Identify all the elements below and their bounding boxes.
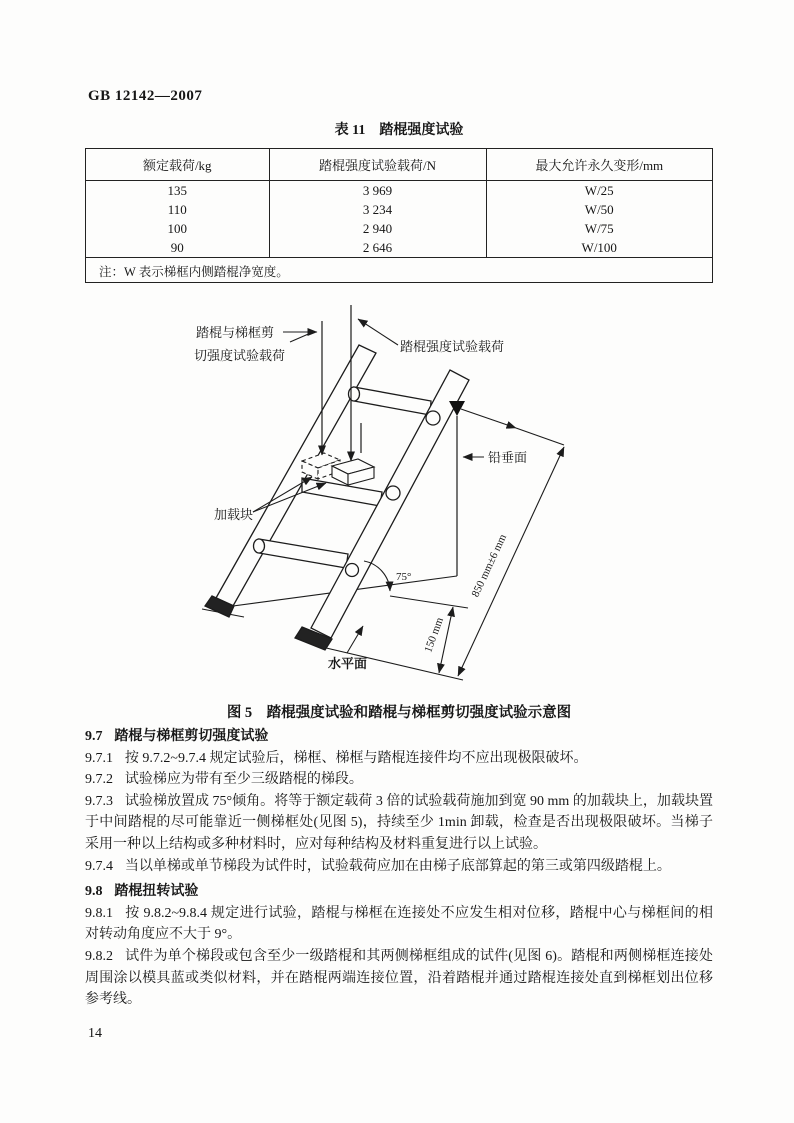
table-cell: W/75 <box>584 220 614 236</box>
table-cell: 90 <box>86 238 269 258</box>
shear-label-leader <box>290 332 313 342</box>
table <box>86 149 712 283</box>
clause-number: 9.7 <box>85 729 103 744</box>
clause-number: 9.7.2 <box>85 772 113 788</box>
label-angle-75: 75° <box>396 571 412 583</box>
clause-number: 9.8 <box>85 884 103 900</box>
label-strength-load: 踏棍强度试验载荷 <box>400 339 505 354</box>
col-header: 最大允许永久变形/mm <box>486 149 712 181</box>
horizontal-plane-leader <box>347 626 363 653</box>
label-horizontal-plane: 水平面 <box>328 656 368 671</box>
table-note: 注：W 表示梯框内侧踏棍净宽度。 <box>86 258 712 284</box>
clause-number: 9.7.1 <box>85 750 113 766</box>
table-row <box>86 219 712 238</box>
stile-hole <box>426 411 440 425</box>
col-header: 额定载荷/kg <box>86 149 269 181</box>
table-caption: 表 11 踏棍强度试验 <box>334 123 464 138</box>
page-number: 14 <box>88 1026 102 1041</box>
label-plumb-plane: 铅垂面 <box>488 450 528 465</box>
plumb-plane <box>449 401 484 576</box>
table-cell: 135 <box>86 181 269 201</box>
table-note-row <box>86 258 712 284</box>
bottom-rung <box>259 539 348 568</box>
table-cell: W/25 <box>584 182 614 198</box>
rung-strength-table <box>85 148 713 283</box>
table-row <box>86 238 712 258</box>
clause-number: 9.8.2 <box>85 948 113 964</box>
stile-hole <box>386 486 400 500</box>
table-row <box>86 200 712 219</box>
clauses <box>85 726 713 1011</box>
table-cell: W/100 <box>581 239 617 255</box>
dim-line-850 <box>458 447 564 676</box>
label-loading-block: 加载块 <box>214 507 254 522</box>
section-heading-9.8: 9.8 踏棍扭转试验 <box>85 884 199 900</box>
figure-5-diagram <box>150 295 620 715</box>
dim-extension-top2 <box>516 428 564 445</box>
lower-horizontal-line <box>390 596 468 608</box>
table-cell: 100 <box>86 219 269 238</box>
label-shear-load-1: 踏棍与梯框剪 <box>196 325 275 340</box>
clause-9.8.1: 9.8.1 按 9.8.2~9.8.4 规定进行试验，踏棍与梯框在连接处不应发生相对位移，踏棍中心与梯框间的相对转动角度应不大于 9°。 <box>85 905 713 943</box>
clause-9.8.2: 9.8.2 试件为单个梯段或包含至少一级踏棍和其两侧梯框组成的试件(见图 6)。踏棍和两侧梯框连接处周围涂以模具蓝或类似材料，并在踏棍两端连接位置，沿着踏棍并通过踏棍连接处直到梯框划出位移参考线。 <box>85 948 713 1008</box>
table-cell: 110 <box>86 200 269 219</box>
table-cell: 3 969 <box>269 181 486 201</box>
dimensions <box>364 409 564 676</box>
clause-9.7.4: 9.7.4 当以单梯或单节梯段为试件时，试验载荷应加在由梯子底部算起的第三或第四级踏棍上。 <box>85 858 671 874</box>
table-cell: 2 940 <box>269 219 486 238</box>
table-cell: W/50 <box>584 201 614 217</box>
doc-code: GB 12142—2007 <box>88 88 203 104</box>
clause-number: 9.7.4 <box>85 858 113 874</box>
section-heading-9.7: 9.7 踏棍与梯框剪切强度试验 <box>85 729 269 744</box>
top-rung <box>354 387 431 415</box>
clause-9.7.1: 9.7.1 按 9.7.2~9.7.4 规定试验后，梯框、梯框与踏棍连接件均不应出现极限破坏。 <box>85 750 588 766</box>
label-dim-850: 850 mm±6 mm <box>469 532 510 599</box>
dim-line-150 <box>439 607 453 673</box>
table-header-row <box>86 149 712 181</box>
bottom-rung-end <box>254 539 265 553</box>
table-cell: 3 234 <box>269 200 486 219</box>
table-row <box>86 181 712 201</box>
label-dim-150: 150 mm <box>422 615 447 655</box>
clause-9.7.2: 9.7.2 试验梯应为带有至少三级踏棍的梯段。 <box>85 772 363 788</box>
top-rung-end <box>349 387 360 401</box>
clause-number: 9.8.1 <box>85 905 113 921</box>
table-cell: 2 646 <box>269 238 486 258</box>
col-header: 踏棍强度试验载荷/N <box>269 149 486 181</box>
strength-label-leader <box>358 319 398 345</box>
label-shear-load-2: 切强度试验载荷 <box>194 348 286 363</box>
clause-9.7.3: 9.7.3 试验梯放置成 75°倾角。将等于额定载荷 3 倍的试验载荷施加到宽 90 mm 的加载块上，加载块置于中间踏棍的尽可能靠近一侧梯框处(见图 5)，持续至少 1min 卸载，检查是否出现极限破坏。当梯子采用一种以上结构或多种材料时，应对每种结构及材料重复进行以上试验。 <box>85 793 713 852</box>
figure-caption: 图 5 踏棍强度试验和踏棍与梯框剪切强度试验示意图 <box>226 705 572 721</box>
stile-hole <box>346 564 359 577</box>
clause-number: 9.7.3 <box>85 793 113 809</box>
dim-extension-top <box>461 409 516 428</box>
